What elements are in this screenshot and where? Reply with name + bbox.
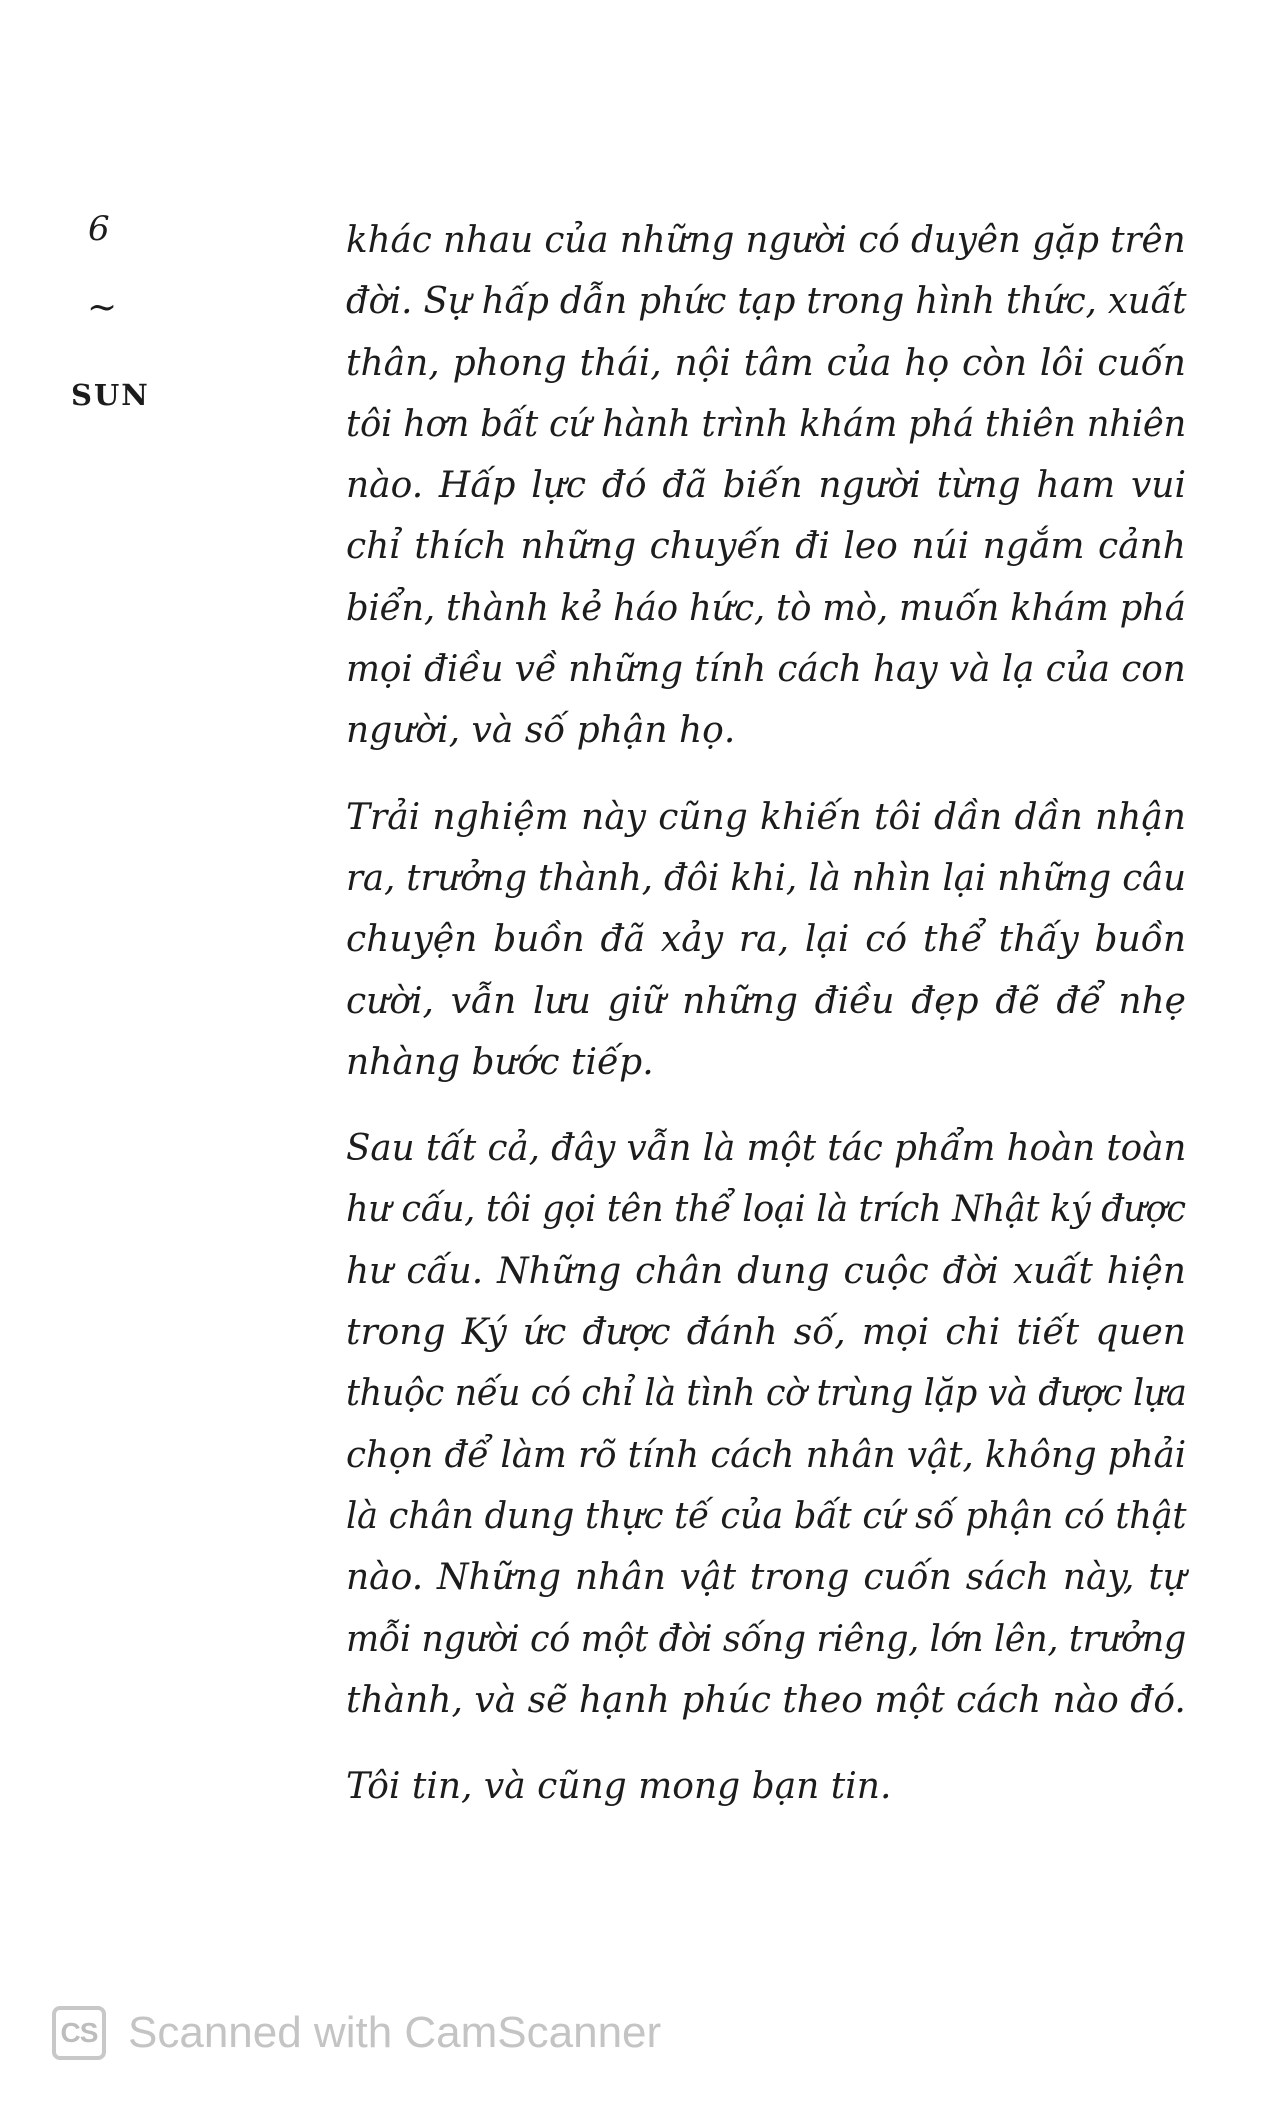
text-line: Tôi tin, và cũng mong bạn tin. [346,1766,892,1808]
text-line: mọi điều về những tính cách hay và lạ của con [346,649,1186,691]
running-head: SUN [71,378,150,412]
camscanner-watermark [52,2003,661,2063]
text-line: là chân dung thực tế của bất cứ số phận có thật [346,1495,1187,1537]
text-line: chọn để làm rõ tính cách nhân vật, không phải [346,1434,1187,1476]
text-line: nhàng bước tiếp. [346,1041,654,1083]
text-line: ra, trưởng thành, đôi khi, là nhìn lại những câu [346,857,1186,899]
text-line: thuộc nếu có chỉ là tình cờ trùng lặp và được lựa [346,1373,1187,1415]
text-line: mỗi người có một đời sống riêng, lớn lên, trưởng [346,1618,1186,1660]
text-line: hư cấu. Những chân dung cuộc đời xuất hiện [346,1250,1186,1292]
text-line: nào. Hấp lực đó đã biến người từng ham vui [346,465,1186,507]
text-line: biển, thành kẻ háo hức, tò mò, muốn khám phá [346,587,1186,629]
text-line: Trải nghiệm này cũng khiến tôi dần dần nhận [346,796,1186,838]
text-line: nào. Những nhân vật trong cuốn sách này, tự [346,1557,1186,1599]
text-line: người, và số phận họ. [346,710,736,752]
text-line: chỉ thích những chuyến đi leo núi ngắm cảnh [346,526,1186,568]
text-line: thành, và sẽ hạnh phúc theo một cách nào đó. [346,1679,1186,1721]
text-line: thân, phong thái, nội tâm của họ còn lôi cuốn [346,342,1186,384]
paragraph-2 [346,787,1186,1093]
text-line: chuyện buồn đã xảy ra, lại có thể thấy buồn [346,919,1186,961]
text-line: đời. Sự hấp dẫn phức tạp trong hình thức, xuất [346,281,1187,323]
camscanner-logo-icon: CS [52,2006,106,2060]
text-line: hư cấu, tôi gọi tên thể loại là trích Nhật ký được [346,1189,1186,1231]
text-line: Sau tất cả, đây vẫn là một tác phẩm hoàn toàn [346,1128,1187,1170]
text-line: trong Ký ức được đánh số, mọi chi tiết quen [346,1312,1186,1354]
page-number: 6 [88,209,110,249]
paragraph-1 [346,210,1186,762]
text-line: khác nhau của những người có duyên gặp trên [346,220,1186,261]
watermark-text: Scanned with CamScanner [128,2008,662,2057]
body-text [346,210,1186,1842]
paragraph-4 [346,1756,1186,1817]
paragraph-3 [346,1118,1186,1731]
text-line: tôi hơn bất cứ hành trình khám phá thiên nhiên [346,403,1187,445]
text-line: cười, vẫn lưu giữ những điều đẹp đẽ để nhẹ [346,980,1186,1022]
tilde-ornament: ~ [87,287,118,328]
